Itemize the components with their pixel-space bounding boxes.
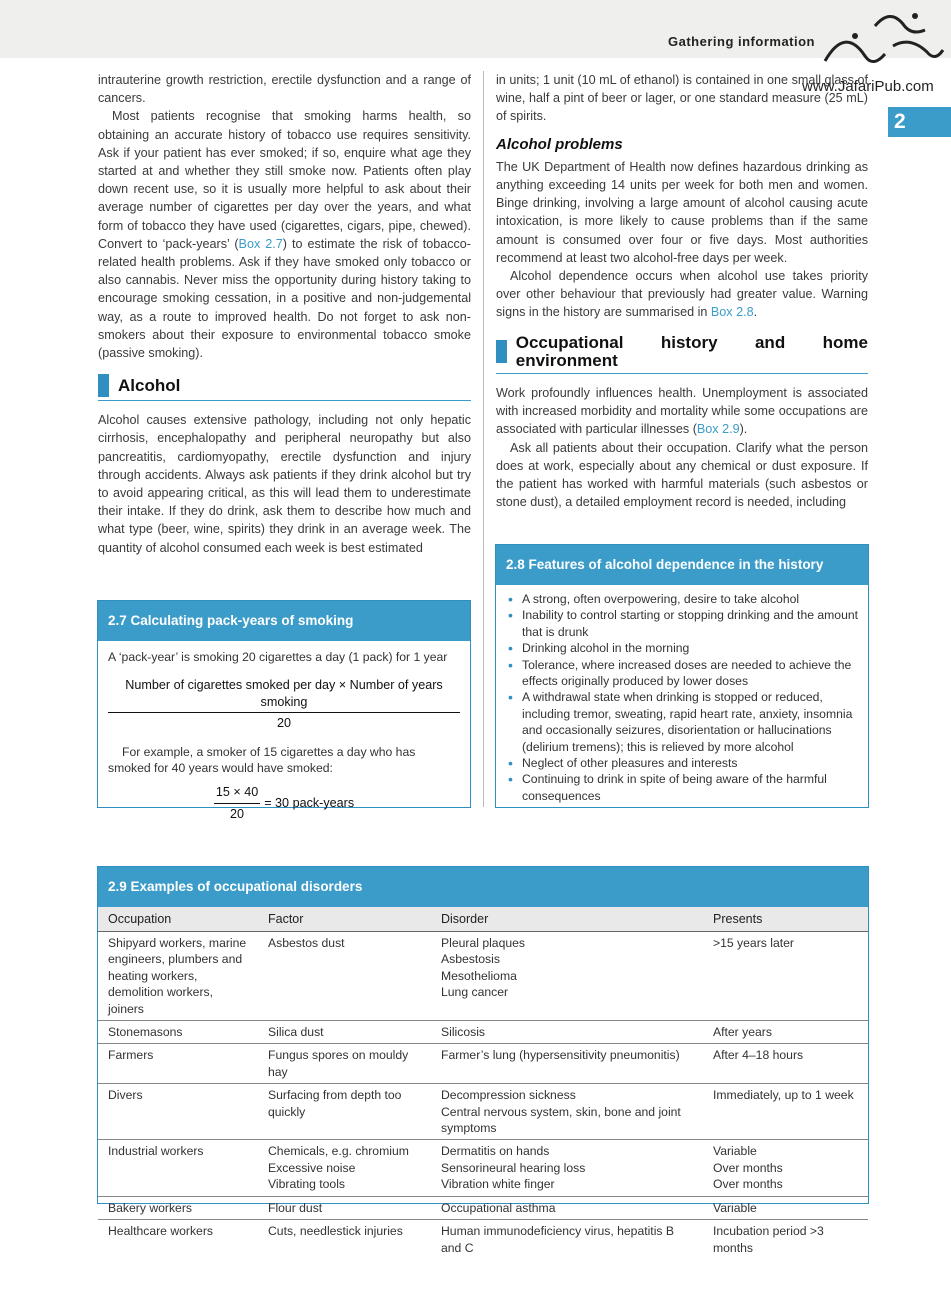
column-header: Occupation bbox=[98, 907, 258, 932]
pack-year-formula bbox=[108, 677, 460, 731]
box-2-9-link[interactable]: Box 2.9 bbox=[696, 422, 740, 437]
table-cell-factor: Chemicals, e.g. chromium Excessive noise Vibrating tools bbox=[258, 1140, 431, 1196]
table-cell-presents: After years bbox=[703, 1021, 868, 1044]
paragraph bbox=[496, 384, 868, 439]
paragraph: in units; 1 unit (10 mL of ethanol) is contained in one small glass of wine, half a pint of beer or lager, or one standard measure (25 mL) of spirits. bbox=[496, 73, 868, 124]
table-cell-factor: Silica dust bbox=[258, 1021, 431, 1044]
table-cell-disorder: Occupational asthma bbox=[431, 1196, 703, 1219]
paragraph: Alcohol causes extensive pathology, including not only hepatic cirrhosis, encephalopathy and peripheral neuropathy but also pancreatitis, cardiomyopathy, erectile dysfunction and injury through accidents. Always ask patients if they drink alcohol but try to avoid appearing critical, as this will lead them to underestimate their intake. If they do drink, ask them to describe how much and what type (beer, wine, spirits) they drink in an average week. The quantity of alcohol consumed each week is best estimated bbox=[98, 413, 471, 555]
chapter-tab: 2 bbox=[888, 107, 951, 137]
example-numerator: 15 × 40 bbox=[214, 784, 260, 803]
table-cell-presents: Variable Over months Over months bbox=[703, 1140, 868, 1196]
table-row bbox=[98, 1140, 868, 1196]
column-header: Disorder bbox=[431, 907, 703, 932]
heading-marker bbox=[98, 374, 109, 397]
text-run: Alcohol dependence occurs when alcohol use takes priority over other behaviour that previously had greater value. Warning signs in the history are summarised in bbox=[496, 269, 868, 320]
column-header: Factor bbox=[258, 907, 431, 932]
column-header: Presents bbox=[703, 907, 868, 932]
text-run: ) to estimate the risk of tobacco-related health problems. Ask if they have smoked only tobacco or also cannabis. Never miss the opportunity during history taking to encourage smoking cessation, in a positive and non-judgemental way, as a route to improved health. Do not forget to ask non-smokers about their exposure to environmental tobacco smoke (passive smoking). bbox=[98, 236, 471, 361]
section-heading-alcohol bbox=[98, 374, 471, 401]
list-item: • Neglect of other pleasures and interests bbox=[522, 755, 860, 771]
formula-numerator: Number of cigarettes smoked per day × Number of years smoking bbox=[108, 677, 460, 713]
list-item: • A withdrawal state when drinking is stopped or reduced, including tremor, sweating, rapid heart rate, anxiety, insomnia and occasionally seizures, disorientation or hallucinations (delirium tremens); this is relieved by more alcohol bbox=[522, 689, 860, 755]
table-cell-disorder: Human immunodeficiency virus, hepatitis B and C bbox=[441, 1224, 675, 1255]
heading-text: Alcohol bbox=[118, 375, 181, 395]
table-cell-factor: Surfacing from depth too quickly bbox=[258, 1084, 431, 1140]
box-2-7-link[interactable]: Box 2.7 bbox=[238, 236, 283, 251]
text-run: ). bbox=[739, 422, 748, 437]
table-cell-factor: Flour dust bbox=[258, 1196, 431, 1219]
section-heading-occupational bbox=[496, 334, 868, 374]
paragraph bbox=[496, 267, 868, 322]
dependence-features-list bbox=[496, 585, 868, 804]
table-cell-disorder: Decompression sickness Central nervous system, skin, bone and joint symptoms bbox=[431, 1084, 703, 1140]
watermark-text: www.JafariPub.com bbox=[802, 78, 934, 95]
heading-text: Occupational history and home environment bbox=[515, 332, 868, 370]
formula-denominator: 20 bbox=[276, 716, 291, 731]
header-band bbox=[0, 0, 951, 58]
table-cell-factor: Fungus spores on mouldy hay bbox=[258, 1044, 431, 1084]
table-cell-occupation: Divers bbox=[98, 1084, 258, 1140]
list-item: • Drinking alcohol in the morning bbox=[522, 640, 860, 656]
example-result: = 30 pack-years bbox=[264, 796, 355, 811]
table-cell-factor: Asbestos dust bbox=[258, 932, 431, 1021]
subheading-alcohol-problems: Alcohol problems bbox=[496, 135, 623, 153]
running-head: Gathering information bbox=[668, 34, 815, 49]
list-item: • Continuing to drink in spite of being aware of the harmful consequences bbox=[522, 771, 860, 804]
table-row bbox=[98, 1220, 868, 1259]
text-run: . bbox=[753, 305, 758, 320]
table-row bbox=[98, 1196, 868, 1219]
table-cell-disorder: Silicosis bbox=[431, 1021, 703, 1044]
table-cell-disorder: Pleural plaques Asbestosis Mesothelioma Lung cancer bbox=[431, 932, 703, 1021]
table-cell-presents: Immediately, up to 1 week bbox=[703, 1084, 868, 1140]
table-row bbox=[98, 932, 868, 1021]
paragraph: The UK Department of Health now defines hazardous drinking as anything exceeding 14 units per week for both men and women. Binge drinking, involving a large amount of alcohol causing acute intoxication, is more likely to cause problems than if the same amount is consumed over four or five days. Most authorities recommend at least two alcohol-free days per week. bbox=[496, 159, 868, 265]
table-body bbox=[98, 932, 868, 1259]
example-formula bbox=[108, 784, 460, 822]
text-run: Most patients recognise that smoking harms health, so obtaining an accurate history of tobacco use requires sensitivity. Ask if your patient has ever smoked; if so, enquire what age they started at and whether they still smoke now. Patients often play down recent use, so it is usually more helpful to ask about their average number of cigarettes per day over the years, and what form of tobacco they have used (cigarettes, cigars, pipe, chewed). Convert to ‘pack-years’ ( bbox=[98, 109, 471, 251]
text-run: Work profoundly influences health. Unemployment is associated with increased morbidity and mortality while some occupations are associated with particular illnesses ( bbox=[496, 386, 868, 437]
paragraph bbox=[98, 107, 471, 362]
left-column bbox=[98, 71, 471, 557]
table-cell-presents: Variable bbox=[703, 1196, 868, 1219]
example-denominator: 20 bbox=[230, 806, 245, 821]
table-cell-occupation: Industrial workers bbox=[98, 1140, 258, 1196]
box-2-8 bbox=[495, 544, 869, 808]
list-item: • A strong, often overpowering, desire to take alcohol bbox=[522, 591, 860, 607]
box-title: 2.8 Features of alcohol dependence in the history bbox=[496, 545, 868, 585]
table-cell-disorder: Dermatitis on hands Sensorineural hearing loss Vibration white finger bbox=[431, 1140, 703, 1196]
paragraph: Ask all patients about their occupation. Clarify what the person does at work, especially about any chemical or dust exposure. If the patient has worked with harmful materials (such asbestos or stone dust), a detailed employment record is needed, including bbox=[496, 440, 868, 510]
box-body bbox=[98, 641, 470, 822]
occupational-disorders-table bbox=[98, 907, 868, 1259]
table-cell-presents: After 4–18 hours bbox=[703, 1044, 868, 1084]
example-fraction bbox=[214, 784, 260, 822]
box-title: 2.9 Examples of occupational disorders bbox=[98, 867, 868, 907]
table-cell-occupation: Bakery workers bbox=[98, 1196, 258, 1219]
paragraph: intrauterine growth restriction, erectile dysfunction and a range of cancers. bbox=[98, 73, 471, 106]
table-cell-occupation: Healthcare workers bbox=[108, 1224, 213, 1239]
table-row bbox=[98, 1084, 868, 1140]
table-row bbox=[98, 1044, 868, 1084]
column-divider bbox=[483, 71, 484, 807]
table-cell-occupation: Farmers bbox=[98, 1044, 258, 1084]
table-header-row bbox=[98, 907, 868, 932]
table-cell-factor: Cuts, needlestick injuries bbox=[268, 1224, 403, 1239]
box-2-9 bbox=[97, 866, 869, 1255]
box-example: For example, a smoker of 15 cigarettes a day who has smoked for 40 years would have smoked: bbox=[108, 744, 416, 776]
box-title: 2.7 Calculating pack-years of smoking bbox=[98, 601, 470, 641]
right-column bbox=[496, 71, 868, 511]
table-cell-disorder: Farmer’s lung (hypersensitivity pneumonitis) bbox=[431, 1044, 703, 1084]
table-cell-presents: >15 years later bbox=[703, 932, 868, 1021]
table-cell-occupation: Shipyard workers, marine engineers, plumbers and heating workers, demolition workers, joiners bbox=[98, 932, 258, 1021]
box-2-7 bbox=[97, 600, 471, 821]
box-2-8-link[interactable]: Box 2.8 bbox=[710, 305, 754, 320]
table-cell-presents: Incubation period >3 months bbox=[713, 1224, 824, 1255]
heading-marker bbox=[496, 340, 507, 363]
box-intro: A ‘pack-year’ is smoking 20 cigarettes a day (1 pack) for 1 year bbox=[108, 650, 448, 664]
table-cell-occupation: Stonemasons bbox=[98, 1021, 258, 1044]
table-row bbox=[98, 1021, 868, 1044]
publisher-logo-icon bbox=[815, 6, 945, 76]
list-item: • Tolerance, where increased doses are needed to achieve the effects originally produced by lower doses bbox=[522, 657, 860, 690]
list-item: • Inability to control starting or stopping drinking and the amount that is drunk bbox=[522, 607, 860, 640]
